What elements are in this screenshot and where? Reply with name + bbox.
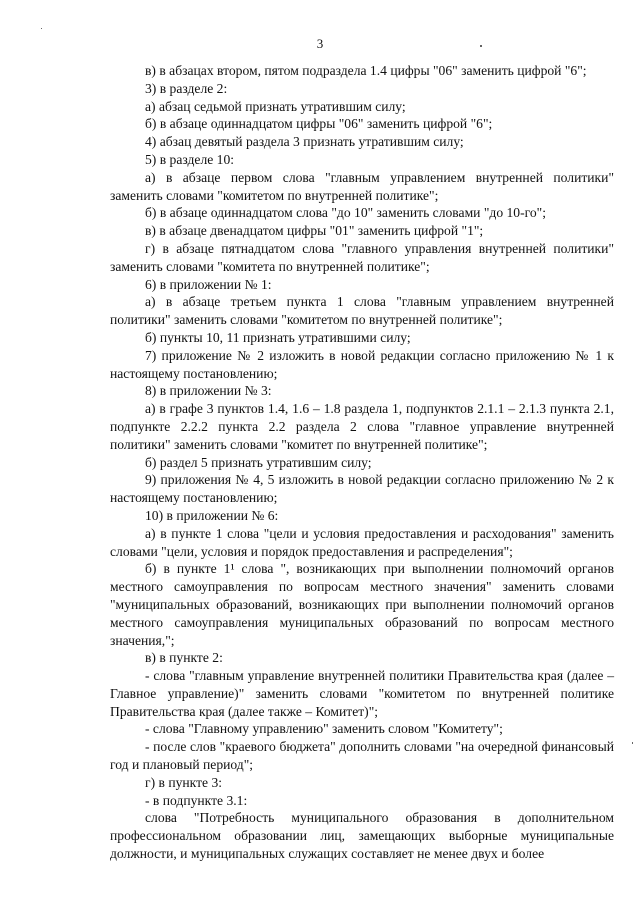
paragraph: в) в абзацах втором, пятом подраздела 1.4 цифры "06" заменить цифрой "6"; <box>145 63 587 78</box>
paragraph: 5) в разделе 10: <box>145 151 235 167</box>
paragraph: б) в абзаце одиннадцатом цифры "06" заменить цифрой "6"; <box>145 116 493 132</box>
paragraph: г) в абзаце пятнадцатом слова "главного управления внутренней политики" заменить словами "комитета по внутренней политике"; <box>110 240 614 274</box>
paragraph: - в подпункте 3.1: <box>145 792 248 808</box>
paragraph: а) абзац седьмой признать утратившим силу; <box>145 98 406 114</box>
paragraph: в) в абзаце двенадцатом цифры "01" заменить цифрой "1"; <box>145 223 484 239</box>
page-number: 3 <box>316 36 324 51</box>
paragraph: слова "Потребность муниципального образования в дополнительном профессиональном образовании лиц, замещающих выборные муниципальные должности, и муниципальных служащих составляет не менее двух и более <box>110 810 614 862</box>
paragraph: 10) в приложении № 6: <box>145 507 279 523</box>
paragraph: 7) приложение № 2 изложить в новой редакции согласно приложению № 1 к настоящему постановлению; <box>110 347 614 381</box>
paragraph: 8) в приложении № 3: <box>145 383 272 399</box>
paragraph: а) в абзаце первом слова "главным управлением внутренней политики" заменить словами "комитетом по внутренней политике"; <box>110 169 614 203</box>
paragraph: 3) в разделе 2: <box>145 80 228 96</box>
scan-speck <box>632 742 633 744</box>
scan-speck <box>480 45 482 47</box>
paragraph: а) в абзаце третьем пункта 1 слова "главным управлением внутренней политики" заменить словами "комитетом по внутренней политике"; <box>110 294 614 328</box>
paragraph: а) в пункте 1 слова "цели и условия предоставления и расходования" заменить словами "цели, условия и порядок предоставления и распределения"; <box>110 525 614 559</box>
paragraph: 4) абзац девятый раздела 3 признать утратившим силу; <box>145 134 464 150</box>
paragraph: г) в пункте 3: <box>145 774 223 790</box>
paragraph: в) в пункте 2: <box>145 650 223 666</box>
paragraph: - слова "Главному управлению" заменить словом "Комитету"; <box>145 721 503 737</box>
paragraph: - слова "главным управление внутренней политики Правительства края (далее – Главное управление)" заменить словами "комитетом по внутренней политике Правительства края (далее также – Комитет)"; <box>110 668 614 719</box>
paragraph: б) в абзаце одиннадцатом слова "до 10" заменить словами "до 10-го"; <box>145 205 546 221</box>
paragraph: - после слов "краевого бюджета" дополнить словами "на очередной финансовый год и плановый период"; <box>110 739 614 773</box>
paragraph: б) пункты 10, 11 признать утратившими силу; <box>145 329 411 345</box>
scan-speck <box>41 28 42 29</box>
paragraph: а) в графе 3 пунктов 1.4, 1.6 – 1.8 раздела 1, подпунктов 2.1.1 – 2.1.3 пункта 2.1, подпункте 2.2.2 пункта 2.2 раздела 2 слова "главное управление внутренней политики" заменить словами "комитет по внутренней политике"; <box>110 401 614 452</box>
paragraph: б) раздел 5 признать утратившим силу; <box>145 454 372 470</box>
paragraph: б) в пункте 1¹ слова ", возникающих при выполнении полномочий органов местного самоуправления по вопросам местного значения" заменить словами "муниципальных образований, возникающих при выполнении полномочий органов местного самоуправления муниципальных образований по вопросам местного значения,"; <box>110 561 614 648</box>
document-body <box>110 62 614 863</box>
paragraph: 9) приложения № 4, 5 изложить в новой редакции согласно приложению № 2 к настоящему постановлению; <box>110 472 614 506</box>
paragraph: 6) в приложении № 1: <box>145 276 272 292</box>
